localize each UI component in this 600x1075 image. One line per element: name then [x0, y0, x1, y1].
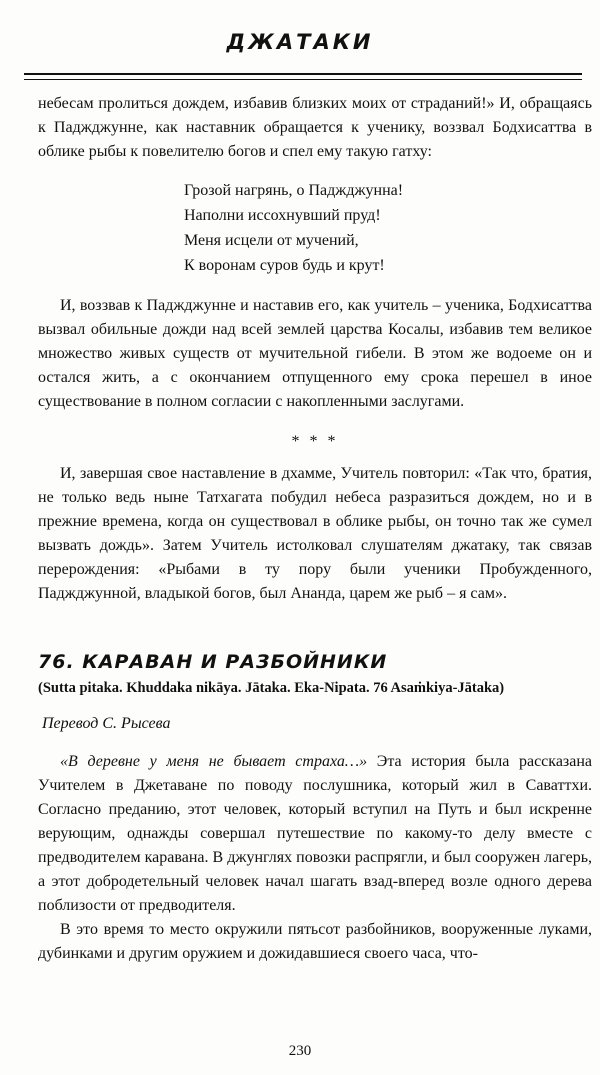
- page-header: [0, 30, 600, 54]
- verse-line: К воронам суров будь и крут!: [184, 257, 385, 274]
- page-number: 230: [288, 1043, 312, 1059]
- verse-line: Меня исцели от мучений,: [184, 232, 359, 249]
- page-body: [38, 92, 592, 966]
- paragraph: В это время то место окружили пятьсот разбойников, вооруженные луками, дубинками и другим оружием и дожидавшиеся своего часа, что-: [38, 921, 592, 962]
- paragraph-text: Эта история была рассказана Учителем в Джетаване по поводу послушника, который жил в Саваттхи. Согласно преданию, этот человек, который вступил на Путь и был искренне верующим, однажды совершал путешествие по какому-то делу вместе с предводителем каравана. В джунглях повозки распрягли, и был сооружен лагерь, а этот добродетельный человек начал шагать взад-вперед возле одного дерева поблизости от предводителя.: [38, 753, 593, 914]
- verse-line: Наполни иссохнувший пруд!: [184, 207, 381, 224]
- paragraph-continued: небесам пролиться дождем, избавив близких моих от страданий!» И, обращаясь к Паджджунне, как наставник обращается к ученику, воззвал Бодхисаттва в облике рыбы к повелителю богов и спел ему такую гатху:: [38, 95, 592, 160]
- paragraph: [38, 750, 592, 918]
- paragraph: И, воззвав к Паджджунне и наставив его, как учитель – ученика, Бодхисаттва вызвал обильные дожди над всей землей царства Косалы, избавив тем великое множество живых существ от мучительной гибели. В этом же водоеме он и остался жить, а с окончанием отпущенного ему срока перешел в иное существование в полном согласии с накопленными заслугами.: [38, 297, 592, 410]
- section-title: 76. КАРАВАН И РАЗБОЙНИКИ: [38, 651, 388, 673]
- running-title: ДЖАТАКИ: [226, 30, 374, 54]
- section-divider: * * *: [291, 433, 339, 450]
- verse-line: Грозой нагрянь, о Паджджунна!: [184, 182, 404, 199]
- header-rule: [24, 73, 582, 75]
- source-reference: (Sutta pitaka. Khuddaka nikāya. Jātaka. Eka-Nipata. 76 Asaṁkiya-Jātaka): [38, 680, 505, 696]
- paragraph: И, завершая свое наставление в дхамме, Учитель повторил: «Так что, братия, не только ведь ныне Татхагата побудил небеса разразиться дождем, но и в прежние времена, когда он существовал в облике рыбы, он точно так же сумел вызвать дождь». Затем Учитель истолковал слушателям джатаку, так связав перерождения: «Рыбами в ту пору были ученики Пробужденного, Паджджунной, владыкой богов, был Ананда, царем же рыб – я сам».: [38, 465, 592, 602]
- verse-gatha: [184, 178, 592, 278]
- header-rule-thin: [24, 79, 582, 80]
- lead-quote: «В деревне у меня не бывает страха…»: [60, 753, 368, 770]
- translator-credit: Перевод С. Рысева: [42, 715, 171, 732]
